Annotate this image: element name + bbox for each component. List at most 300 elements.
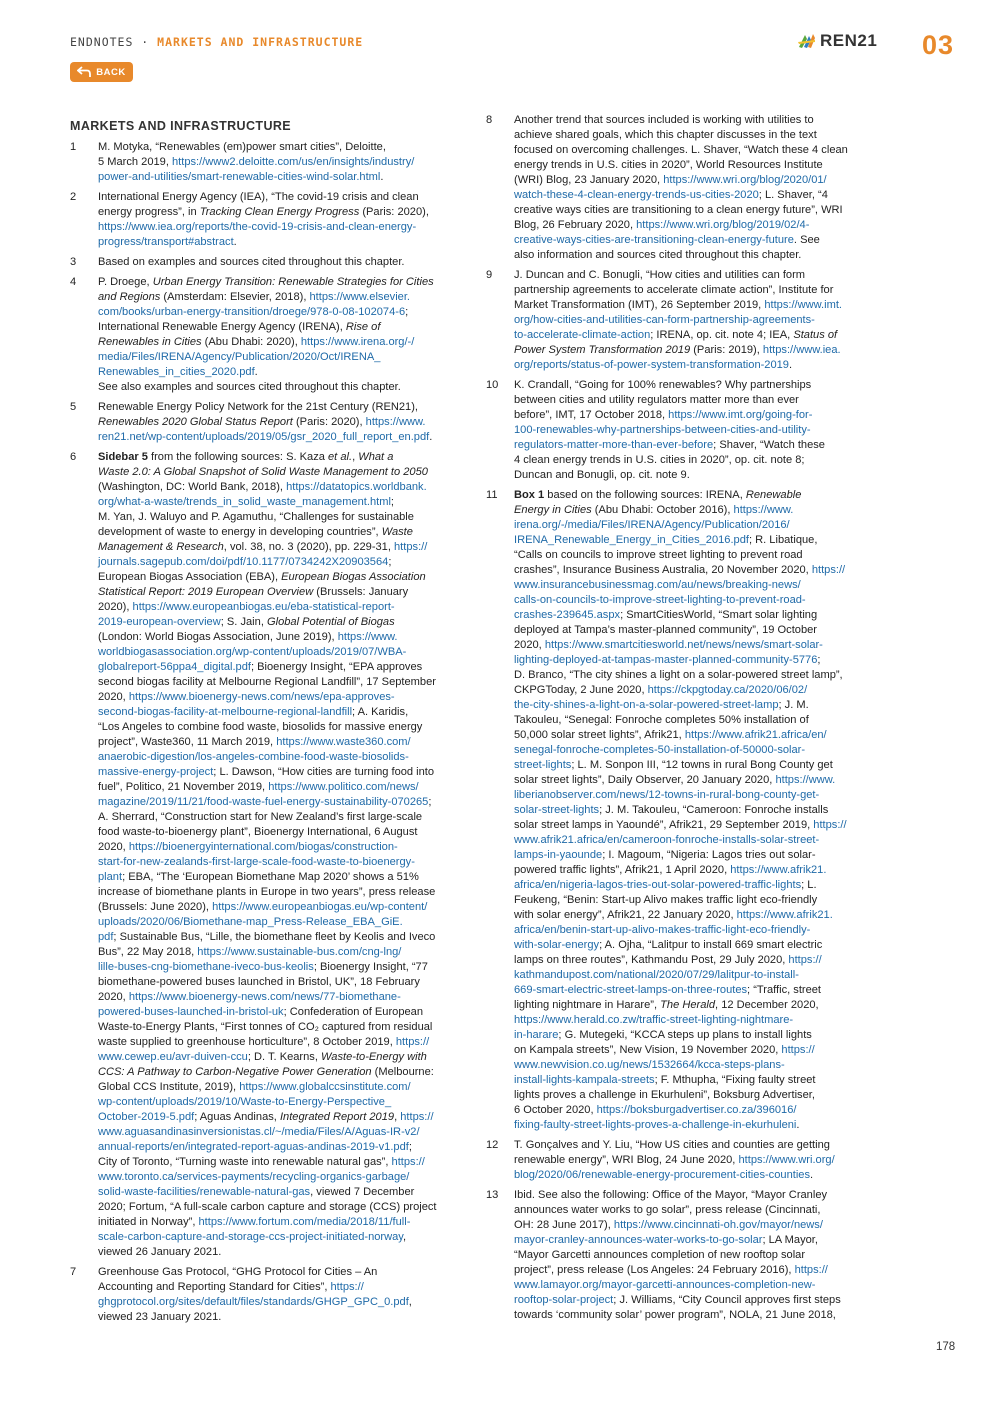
endnote-line [98,1020,462,1035]
source-link[interactable]: https:// [794,1264,828,1276]
citation-text: Greenhouse Gas Protocol, “GHG Protocol for Cities – An [98,1266,378,1278]
endnote-9 [486,268,878,373]
citation-text: ; [408,1141,412,1153]
citation-text: viewed 26 January 2021. [98,1246,222,1258]
endnote-line [514,953,878,968]
citation-text: European Biogas Association (EBA), [98,571,282,583]
citation-text: Based on examples and sources cited throughout this chapter. [98,256,405,268]
citation-text: (Melbourne: [371,1066,434,1078]
source-link[interactable]: https:// [813,819,847,831]
citation-text: (Abu Dhabi: 2020), [201,336,301,348]
source-link[interactable]: www.cewep.eu/avr-duiven-ccu [98,1051,248,1063]
endnote-text [514,378,878,483]
endnote-line [98,415,462,430]
endnote-line [514,1293,878,1308]
endnote-line [514,908,878,923]
endnote-11 [486,488,878,1133]
citation-text: project”, Waste360, 11 March 2019, [98,736,277,748]
endnote-number: 4 [70,276,77,288]
source-link[interactable]: www.toronto.ca/services-payments/recycling-organics-garbage/ [98,1171,410,1183]
source-link[interactable]: annual-reports/en/integrated-report-aguas-andinas-2019-v1.pdf [98,1141,409,1153]
source-link[interactable]: https://www.wri.org/ [738,1154,835,1166]
endnote-line [98,495,462,510]
endnote-line [514,743,878,758]
back-button[interactable] [70,62,133,82]
source-link[interactable]: calls-on-councils-to-improve-street-lighting-to-prevent-road- [514,594,806,606]
citation-text: Bus”, 22 May 2018, [98,946,198,958]
source-link[interactable]: https://www.herald.co.zw/traffic-street-lighting-nightmare- [514,1014,794,1026]
citation-text: ; A. Karidis, [352,706,409,718]
chapter-number: 03 [922,30,955,60]
endnote-line [98,675,462,690]
source-link[interactable]: africa/en/nigeria-lagos-tries-out-solar-powered-traffic-lights [514,879,802,891]
source-link[interactable]: https://www.waste360.com/ [276,736,411,748]
source-link[interactable]: plant [98,871,123,883]
endnote-line [514,968,878,983]
source-link[interactable]: 2019-european-overview [98,616,221,628]
source-link[interactable]: ren21.net/wp-content/uploads/2019/05/gsr_2020_full_report_en.pdf [98,431,430,443]
header-section-label [70,35,363,49]
source-link[interactable]: https://www.imt.org/going-for- [668,409,813,421]
endnote-line [98,615,462,630]
endnote-line [514,623,878,638]
endnote-line [514,1203,878,1218]
source-link[interactable]: watch-these-4-clean-energy-trends-us-cities-2020 [514,189,759,201]
source-link[interactable]: https://www.iea. [762,344,841,356]
endnote-line [514,878,878,893]
endnote-number: 11 [486,489,498,501]
source-link[interactable]: journals.sagepub.com/doi/pdf/10.1177/0734242X20903564 [98,556,389,568]
source-link[interactable]: anaerobic-digestion/los-angeles-combine-food-waste-biosolids- [98,751,409,763]
source-link[interactable]: progress/transport#abstract [98,236,234,248]
endnote-line [98,705,462,720]
source-link[interactable]: irena.org/-/media/Files/IRENA/Agency/Publication/2016/ [514,519,790,531]
endnote-line [514,328,878,343]
endnote-line [514,503,878,518]
bold-label: Box 1 [514,489,545,501]
endnote-line [514,218,878,233]
citation-text: Duncan and Bonugli, op. cit. note 9. [514,469,690,481]
source-link[interactable]: to-accelerate-climate-action [514,329,651,341]
endnote-line [514,833,878,848]
citation-text: . [254,366,258,378]
endnote-line [514,1233,878,1248]
endnote-line [514,1118,878,1133]
citation-text: ; [390,496,395,508]
source-link[interactable]: www.insurancebusinessmag.com/au/news/breaking-news/ [514,579,801,591]
source-link[interactable]: scale-carbon-capture-and-storage-ccs-project-initiated-norway [98,1231,404,1243]
source-link[interactable]: solid-waste-facilities/renewable-natural-gas [98,1186,311,1198]
endnote-line [514,1248,878,1263]
endnote-line [514,233,878,248]
source-link[interactable]: https://www.wri.org/blog/2019/02/4- [636,219,810,231]
source-link[interactable]: worldbiogasassociation.org/wp-content/uploads/2019/07/WBA- [98,646,407,658]
endnote-line [98,915,462,930]
endnote-line [514,1103,878,1118]
source-link[interactable]: https:// [400,1111,434,1123]
citation-text: ; [388,556,392,568]
citation-text: ; Bioenergy Insight, “77 [313,961,428,973]
source-link[interactable]: start-for-new-zealands-first-large-scale-food-waste-to-bioenergy- [98,856,415,868]
citation-text: with solar energy”, Afrik21, 22 January 2020, [514,909,737,921]
endnote-line [514,113,878,128]
source-link[interactable]: 669-smart-electric-street-lamps-on-three-routes [514,984,748,996]
citation-text: City of Toronto, “Turning waste into renewable natural gas”, [98,1156,392,1168]
endnote-line [98,480,462,495]
source-link[interactable]: https:// [395,1036,430,1048]
citation-text: 2020, [98,991,129,1003]
source-link[interactable]: regulators-matter-more-than-ever-before [514,439,714,451]
endnote-line [514,1013,878,1028]
source-link[interactable]: rooftop-solar-project [514,1294,614,1306]
source-link[interactable]: uploads/2020/06/Biomethane-map_Press-Release_EBA_GiE. [98,916,403,928]
endnote-line [514,203,878,218]
citation-text: . [796,1119,800,1131]
source-link[interactable]: https://www.cincinnati-oh.gov/mayor/news/ [613,1219,823,1231]
source-link[interactable]: africa/en/benin-start-up-alivo-makes-traffic-light-eco-friendly- [514,924,811,936]
endnote-text [98,275,462,395]
endnote-line [98,1310,462,1325]
citation-text: deployed at Tampa’s master-planned community”, 19 October [514,624,817,636]
citation-text: solar street lights”, Daily Observer, 20 January 2020, [514,774,776,786]
source-link[interactable]: https://bioenergyinternational.com/biogas/construction- [128,841,398,853]
source-link[interactable]: https:// [781,1044,815,1056]
source-link[interactable]: https:// [811,564,846,576]
source-link[interactable]: liberianobserver.com/news/12-towns-in-rural-bong-county-get- [514,789,820,801]
source-link[interactable]: https://www.iea.org/reports/the-covid-19-crisis-and-clean-energy- [98,221,417,233]
citation-text: ; SmartCitiesWorld, “Smart solar lighting [620,609,818,621]
citation-text: Another trend that sources included is working with utilities to [514,114,814,126]
citation-text: before”, IMT, 17 October 2018, [514,409,669,421]
citation-text: , viewed 7 December [310,1186,415,1198]
citation-text: renewable energy”, WRI Blog, 24 June 2020, [514,1154,739,1166]
source-link[interactable]: power-and-utilities/smart-renewable-cities-wind-solar.html [98,171,381,183]
right-column [486,113,878,1328]
endnote-number: 3 [70,256,77,268]
endnote-line [514,728,878,743]
citation-text: Integrated Report 2019 [279,1111,395,1123]
source-link[interactable]: https:// [330,1281,364,1293]
source-link[interactable]: install-lights-kampala-streets [514,1074,655,1086]
section-title: MARKETS AND INFRASTRUCTURE [70,119,292,133]
citation-text: See also examples and sources cited throughout this chapter. [98,381,401,393]
source-link[interactable]: https://www.imt. [764,299,843,311]
citation-text: (Paris: 2019), [690,344,763,356]
endnote-line [98,735,462,750]
source-link[interactable]: https://www.fortum.com/media/2018/11/full- [198,1216,411,1228]
source-link[interactable]: https://www.smartcitiesworld.net/news/news/smart-solar- [544,639,823,651]
citation-text: ; J. M. Takouleu, “Cameroon: Fonroche installs [599,804,829,816]
endnote-line [514,1263,878,1278]
endnote-2 [70,190,462,250]
citation-text: Market Transformation (IMT), 26 September 2019, [514,299,765,311]
citation-text: food waste-to-bioenergy plant”, Bioenergy International, 6 August [98,826,418,838]
endnote-line [98,1200,462,1215]
source-link[interactable]: www.lamayor.org/mayor-garcetti-announces-completion-new- [514,1279,816,1291]
source-link[interactable]: mayor-cranley-announces-water-works-to-go-solar [514,1234,763,1246]
source-link[interactable]: https://www.irena.org/-/ [300,336,415,348]
endnote-text [514,1138,878,1183]
source-link[interactable]: with-solar-energy [514,939,600,951]
endnote-line [98,1280,462,1295]
source-link[interactable]: creative-ways-cities-are-transitioning-clean-energy-future [514,234,794,246]
source-link[interactable]: https://www.globalccsinstitute.com/ [239,1081,411,1093]
source-link[interactable]: https://www.afrik21.africa/en/ [684,729,827,741]
source-link[interactable]: https://www.bioenergy-news.com/news/77-biomethane- [128,991,401,1003]
source-link[interactable]: https://www.bioenergy-news.com/news/epa-approves- [128,691,395,703]
endnote-line [98,825,462,840]
endnote-line [98,290,462,305]
source-link[interactable]: https://www.elsevier. [309,291,410,303]
back-arrow-icon [77,66,91,78]
citation-text: Renewables 2020 Global Status Report [98,416,293,428]
source-link[interactable]: https://www.europeanbiogas.eu/wp-content/ [212,901,428,913]
endnote-line [98,365,462,380]
endnote-line [98,900,462,915]
endnote-number: 7 [70,1266,77,1278]
citation-text: achieve shared goals, which this chapter discusses in the text [514,129,817,141]
source-link[interactable]: https://www. [733,504,794,516]
header-prefix: ENDNOTES · [70,35,158,49]
citation-text: ; [405,306,409,318]
endnote-line [98,585,462,600]
citation-text: et al. [328,451,353,463]
source-link[interactable]: www.afrik21.africa/en/cameroon-fonroche-installs-solar-street- [514,834,820,846]
citation-text: 2020, [98,841,129,853]
citation-text: also information and sources cited throughout this chapter. [514,249,802,261]
citation-text: CKPGToday, 2 June 2020, [514,684,648,696]
citation-text: lighting nightmare in Harare”, [514,999,661,1011]
citation-text: from the following sources: S. Kaza [147,451,328,463]
citation-text: Statistical Report: 2019 European Overview [98,586,314,598]
endnote-line [514,698,878,713]
source-link[interactable]: https:// [391,1156,425,1168]
endnote-line [98,930,462,945]
source-link[interactable]: www.aguasandinasinversionistas.cl/~/media/Files/A/Aguas-IR-v2/ [98,1126,420,1138]
endnote-line [98,555,462,570]
source-link[interactable]: ghgprotocol.org/sites/default/files/standards/GHGP_GPC_0.pdf [98,1296,409,1308]
source-link[interactable]: lamps-in-yaounde [514,849,603,861]
endnote-line [98,1095,462,1110]
ren21-logo[interactable] [797,31,877,51]
endnote-line [98,190,462,205]
endnote-line [514,938,878,953]
endnote-line [98,540,462,555]
endnote-line [98,690,462,705]
citation-text: partnership agreements to accelerate climate action”, Institute for [514,284,834,296]
source-link[interactable]: https://www.europeanbiogas.eu/eba-statistical-report- [132,601,395,613]
citation-text: fuel”, Politico, 21 November 2019, [98,781,269,793]
citation-text: ; D. T. Kearns, [247,1051,322,1063]
citation-text: “Mayor Garcetti announces completion of new rooftop solar [514,1249,806,1261]
endnote-line [98,140,462,155]
endnote-line [514,438,878,453]
endnote-number: 2 [70,191,77,203]
endnote-line [514,1218,878,1233]
ren21-logo-icon [797,31,817,51]
source-link[interactable]: the-city-shines-a-light-on-a-solar-powered-street-lamp [514,699,779,711]
source-link[interactable]: https:// [788,954,822,966]
endnote-line [98,1265,462,1280]
citation-text: between cities and utility regulators matter more than ever [514,394,799,406]
source-link[interactable]: https://datatopics.worldbank. [286,481,427,493]
citation-text: ; S. Jain, [220,616,267,628]
endnote-line [98,170,462,185]
source-link[interactable]: blog/2020/06/renewable-energy-procurement-cities-counties [514,1169,810,1181]
source-link[interactable]: crashes-239645.aspx [514,609,621,621]
citation-text: (Amsterdam: Elsevier, 2018), [160,291,310,303]
source-link[interactable]: lille-buses-cng-biomethane-iveco-bus-keolis [98,961,314,973]
endnote-line [514,788,878,803]
citation-text: CCS: A Pathway to Carbon-Negative Power Generation [98,1066,372,1078]
endnote-line [514,1028,878,1043]
citation-text: . [233,236,237,248]
endnote-line [514,358,878,373]
endnote-line [98,765,462,780]
endnote-line [514,173,878,188]
citation-text: creative ways cities are transitioning to a clean energy future”, WRI [514,204,843,216]
endnote-number: 13 [486,1189,499,1201]
source-link[interactable]: wp-content/uploads/2019/10/Waste-to-Energy-Perspective_ [98,1096,392,1108]
citation-text: P. Droege, [98,276,153,288]
endnote-line [514,378,878,393]
endnote-line [98,1295,462,1310]
source-link[interactable]: street-lights [514,759,572,771]
endnote-line [514,653,878,668]
source-link[interactable]: second-biogas-facility-at-melbourne-regional-landfill [98,706,353,718]
citation-text: Accounting and Reporting Standard for Cities”, [98,1281,331,1293]
source-link[interactable]: org/how-cities-and-utilities-can-form-partnership-agreements- [514,314,815,326]
source-link[interactable]: lighting-deployed-at-tampas-master-planned-community-5776 [514,654,818,666]
source-link[interactable]: senegal-fonroche-completes-50-installation-of-50000-solar- [514,744,806,756]
header-section-name[interactable]: MARKETS AND INFRASTRUCTURE [157,35,364,49]
endnote-text [514,1188,878,1323]
endnote-number: 5 [70,401,77,413]
citation-text: M. Motyka, “Renewables (em)power smart cities”, Deloitte, [98,141,386,153]
source-link[interactable]: Renewables_in_cities_2020.pdf [98,366,255,378]
endnote-text [98,1265,462,1325]
citation-text: 5 March 2019, [98,156,172,168]
endnote-line [98,220,462,235]
source-link[interactable]: https://www2.deloitte.com/us/en/insights/industry/ [172,156,415,168]
source-link[interactable]: https://www. [365,416,426,428]
source-link[interactable]: in-harare [514,1029,559,1041]
citation-text: Takouleu, “Senegal: Fonroche completes 50% installation of [514,714,809,726]
endnote-3 [70,255,462,270]
citation-text: (Paris: 2020), [359,206,429,218]
endnote-text [98,400,462,445]
endnote-line [98,570,462,585]
endnote-line [514,1138,878,1153]
citation-text: 2020, [514,639,545,651]
source-link[interactable]: https://boksburgadvertiser.co.za/396016/ [596,1104,797,1116]
endnote-line [514,683,878,698]
citation-text: ; L. M. Sonpon III, “12 towns in rural Bong County get [571,759,833,771]
citation-text: ; L. Shaver, “4 [758,189,828,201]
endnote-line [98,465,462,480]
source-link[interactable]: October-2019-5.pdf [98,1111,195,1123]
endnote-line [514,313,878,328]
citation-text: . [810,1169,814,1181]
source-link[interactable]: https://www.politico.com/news/ [268,781,419,793]
source-link[interactable]: fixing-faulty-street-lights-proves-a-challenge-in-ekurhuleni [514,1119,797,1131]
citation-text: (Paris: 2020), [292,416,366,428]
citation-text: 6 October 2020, [514,1104,597,1116]
endnote-number: 8 [486,114,493,126]
source-link[interactable]: https:// [394,541,428,553]
endnote-line [514,343,878,358]
page-number: 178 [936,1341,956,1353]
source-link[interactable]: https://ckpgtoday.ca/2020/06/02/ [647,684,808,696]
source-link[interactable]: https://www.wri.org/blog/2020/01/ [663,174,827,186]
source-link[interactable]: media/Files/IRENA/Agency/Publication/2020/Oct/IRENA_ [98,351,381,363]
endnote-4 [70,275,462,395]
citation-text: ; J. Williams, “City Council approves first steps [613,1294,841,1306]
back-label: BACK [96,66,126,78]
endnote-line [98,350,462,365]
endnote-line [514,1153,878,1168]
endnote-line [98,275,462,290]
endnote-line [514,713,878,728]
endnote-line [514,1043,878,1058]
endnote-line [514,1088,878,1103]
citation-text: Urban Energy Transition: Renewable Strategies for Cities [152,276,434,288]
citation-text: energy progress”, in [98,206,200,218]
source-link[interactable]: https://www.afrik21. [736,909,833,921]
source-link[interactable]: globalreport-56ppa4_digital.pdf [98,661,251,673]
endnote-line [98,1185,462,1200]
endnote-line [98,1215,462,1230]
source-link[interactable]: org/what-a-waste/trends_in_solid_waste_management.html [98,496,391,508]
endnote-line [514,863,878,878]
source-link[interactable]: 100-renewables-why-partnerships-between-cities-and-utility- [514,424,811,436]
endnote-line [98,335,462,350]
citation-text: , [352,451,359,463]
source-link[interactable]: powered-buses-launched-in-bristol-uk [98,1006,284,1018]
endnote-line [514,268,878,283]
source-link[interactable]: https://www. [337,631,398,643]
endnote-line [514,1188,878,1203]
endnote-line [98,305,462,320]
source-link[interactable]: massive-energy-project [98,766,214,778]
citation-text: ; LA Mayor, [762,1234,818,1246]
source-link[interactable]: https://www.afrik21. [730,864,827,876]
endnote-line [514,578,878,593]
endnote-line [514,1073,878,1088]
citation-text: ; Aguas Andinas, [194,1111,280,1123]
endnote-1 [70,140,462,185]
source-link[interactable]: https://www. [775,774,836,786]
source-link[interactable]: com/books/urban-energy-transition/droege/978-0-08-102074-6 [98,306,406,318]
source-link[interactable]: kathmandupost.com/national/2020/07/29/lalitpur-to-install- [514,969,799,981]
endnote-line [98,1050,462,1065]
citation-text: energy trends in U.S. cities in 2020”, World Resources Institute [514,159,823,171]
endnote-line [98,660,462,675]
source-link[interactable]: https://www.sustainable-bus.com/cng-lng/ [197,946,402,958]
source-link[interactable]: IRENA_Renewable_Energy_in_Cities_2016.pdf [514,534,749,546]
citation-text: A. Sherrard, “Construction start for New Zealand’s first large-scale [98,811,423,823]
citation-text: second biogas facility at Melbourne Regional Landfill”, 17 September [98,676,436,688]
endnote-line [98,600,462,615]
endnote-line [98,720,462,735]
citation-text: 2020; Fortum, “A full-scale carbon capture and storage (CCS) project [98,1201,437,1213]
source-link[interactable]: solar-street-lights [514,804,600,816]
source-link[interactable]: pdf [98,931,114,943]
endnote-line [514,923,878,938]
source-link[interactable]: org/reports/status-of-power-system-transformation-2019 [514,359,789,371]
source-link[interactable]: magazine/2019/11/21/food-waste-fuel-energy-sustainability-070265 [98,796,429,808]
source-link[interactable]: www.newvision.co.ug/news/1532664/kcca-steps-plans- [514,1059,785,1071]
